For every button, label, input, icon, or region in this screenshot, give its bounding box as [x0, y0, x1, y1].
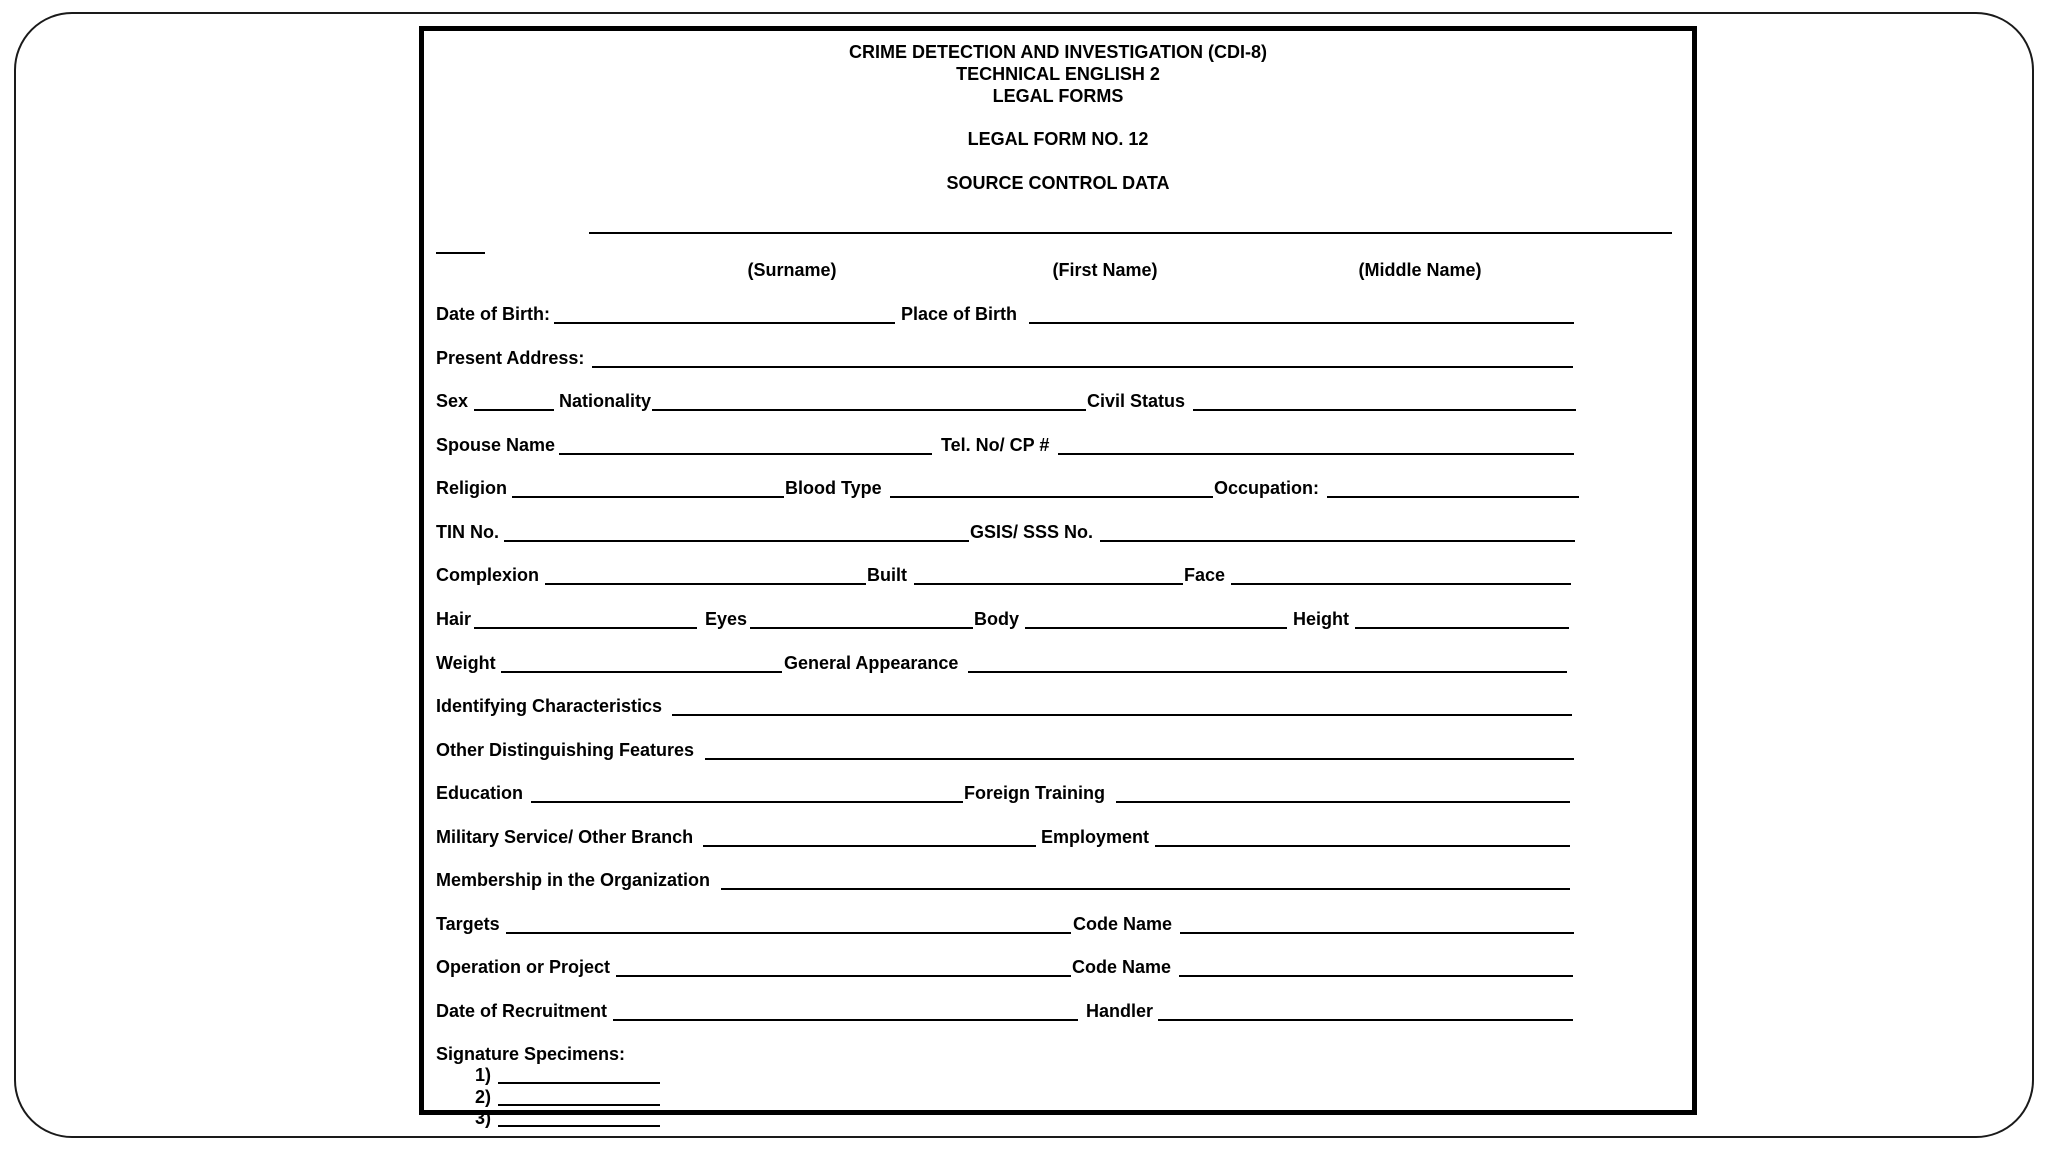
spouse-name-line[interactable] — [559, 453, 932, 455]
religion-label: Religion — [436, 478, 507, 498]
built-label: Built — [867, 565, 907, 585]
targets-line[interactable] — [506, 932, 1071, 934]
date-of-birth-line[interactable] — [554, 322, 895, 324]
handler-label: Handler — [1086, 1001, 1154, 1021]
employment-label: Employment — [1041, 827, 1150, 847]
foreign-training-line[interactable] — [1116, 801, 1570, 803]
military-service-label: Military Service/ Other Branch — [436, 827, 694, 847]
distinguishing-features-line[interactable] — [705, 758, 1574, 760]
complexion-line[interactable] — [545, 583, 866, 585]
gsis-sss-label: GSIS/ SSS No. — [970, 522, 1094, 542]
membership-line[interactable] — [721, 888, 1570, 890]
hair-label: Hair — [436, 609, 472, 629]
date-of-birth-label: Date of Birth: — [436, 304, 550, 324]
place-of-birth-line[interactable] — [1029, 322, 1574, 324]
tel-no-label: Tel. No/ CP # — [941, 435, 1050, 455]
weight-line[interactable] — [501, 671, 782, 673]
complexion-label: Complexion — [436, 565, 540, 585]
first-name-caption: (First Name) — [1052, 260, 1158, 280]
code-name-label-1: Code Name — [1073, 914, 1173, 934]
eyes-label: Eyes — [705, 609, 748, 629]
body-line[interactable] — [1025, 627, 1287, 629]
civil-status-label: Civil Status — [1087, 391, 1186, 411]
date-of-recruitment-line[interactable] — [613, 1019, 1078, 1021]
military-service-line[interactable] — [703, 845, 1036, 847]
surname-caption: (Surname) — [747, 260, 837, 280]
sex-label: Sex — [436, 391, 469, 411]
face-label: Face — [1184, 565, 1226, 585]
signature-3-line[interactable] — [498, 1125, 660, 1127]
legal-form-sheet — [419, 26, 1697, 1128]
subject-title: TECHNICAL ENGLISH 2 — [956, 64, 1160, 84]
operation-project-line[interactable] — [616, 975, 1071, 977]
signature-2-line[interactable] — [498, 1104, 660, 1106]
weight-label: Weight — [436, 653, 496, 673]
name-prefix-line[interactable] — [436, 252, 485, 254]
tel-no-line[interactable] — [1058, 453, 1574, 455]
operation-project-label: Operation or Project — [436, 957, 611, 977]
code-name-line-2[interactable] — [1179, 975, 1573, 977]
gsis-sss-line[interactable] — [1100, 540, 1575, 542]
blood-type-label: Blood Type — [785, 478, 882, 498]
present-address-label: Present Address: — [436, 348, 585, 368]
signature-1-line[interactable] — [498, 1082, 660, 1084]
general-appearance-label: General Appearance — [784, 653, 959, 673]
body-label: Body — [974, 609, 1019, 629]
built-line[interactable] — [914, 583, 1183, 585]
nationality-line[interactable] — [652, 409, 1086, 411]
name-line[interactable] — [589, 232, 1672, 234]
signature-specimens-label: Signature Specimens: — [436, 1044, 626, 1064]
identifying-characteristics-label: Identifying Characteristics — [436, 696, 663, 716]
hair-line[interactable] — [474, 627, 697, 629]
signature-1-label: 1) — [475, 1065, 492, 1085]
height-line[interactable] — [1355, 627, 1569, 629]
foreign-training-label: Foreign Training — [964, 783, 1106, 803]
place-of-birth-label: Place of Birth — [901, 304, 1018, 324]
present-address-line[interactable] — [592, 366, 1573, 368]
civil-status-line[interactable] — [1193, 409, 1576, 411]
sex-line[interactable] — [474, 409, 554, 411]
handler-line[interactable] — [1158, 1019, 1573, 1021]
occupation-line[interactable] — [1327, 496, 1579, 498]
signature-3-label: 3) — [475, 1108, 492, 1128]
education-line[interactable] — [531, 801, 963, 803]
occupation-label: Occupation: — [1214, 478, 1320, 498]
general-appearance-line[interactable] — [968, 671, 1567, 673]
education-label: Education — [436, 783, 524, 803]
distinguishing-features-label: Other Distinguishing Features — [436, 740, 695, 760]
code-name-line-1[interactable] — [1180, 932, 1574, 934]
date-of-recruitment-label: Date of Recruitment — [436, 1001, 608, 1021]
form-title: SOURCE CONTROL DATA — [946, 173, 1170, 193]
eyes-line[interactable] — [750, 627, 973, 629]
nationality-label: Nationality — [559, 391, 652, 411]
height-label: Height — [1293, 609, 1349, 629]
form-number: LEGAL FORM NO. 12 — [967, 129, 1149, 149]
face-line[interactable] — [1231, 583, 1571, 585]
section-title: LEGAL FORMS — [992, 86, 1124, 106]
tin-no-line[interactable] — [504, 540, 969, 542]
signature-2-label: 2) — [475, 1087, 492, 1107]
targets-label: Targets — [436, 914, 500, 934]
employment-line[interactable] — [1155, 845, 1570, 847]
code-name-label-2: Code Name — [1072, 957, 1172, 977]
membership-label: Membership in the Organization — [436, 870, 711, 890]
tin-no-label: TIN No. — [436, 522, 499, 542]
course-title: CRIME DETECTION AND INVESTIGATION (CDI-8) — [849, 42, 1267, 62]
blood-type-line[interactable] — [890, 496, 1213, 498]
middle-name-caption: (Middle Name) — [1358, 260, 1482, 280]
religion-line[interactable] — [512, 496, 784, 498]
spouse-name-label: Spouse Name — [436, 435, 556, 455]
identifying-characteristics-line[interactable] — [672, 714, 1572, 716]
